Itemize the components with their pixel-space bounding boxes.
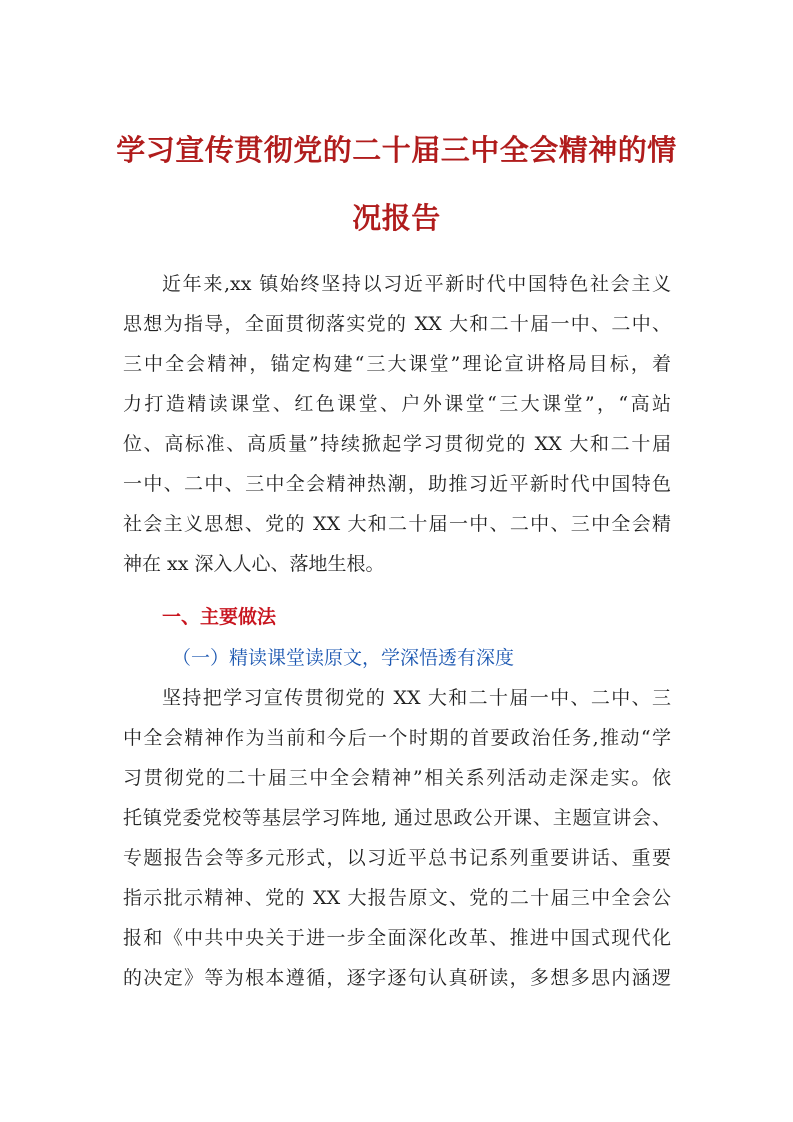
sub1-line-5: 专题报告会等多元形式，以习近平总书记系列重要讲话、重要: [123, 847, 671, 869]
sub1-line-7: 报和《中共中央关于进一步全面深化改革、推进中国式现代化: [123, 927, 671, 949]
intro-line-6: 一中、二中、三中全会精神热潮，助推习近平新时代中国特色: [123, 473, 671, 495]
sub1-line-6: 指示批示精神、党的 XX 大报告原文、党的二十届三中全会公: [123, 887, 671, 909]
document-title: [100, 116, 693, 252]
intro-line-3: 三中全会精神，锚定构建“三大课堂”理论宣讲格局目标，着: [123, 353, 671, 375]
sub1-line-3: 习贯彻党的二十届三中全会精神”相关系列活动走深走实。依: [123, 767, 671, 789]
section-heading-1: 一、主要做法: [162, 606, 277, 628]
intro-line-2: 思想为指导，全面贯彻落实党的 XX 大和二十届一中、二中、: [123, 313, 671, 335]
title-line-2: 况报告: [352, 201, 441, 235]
intro-line-5: 位、高标准、高质量”持续掀起学习贯彻党的 XX 大和二十届: [123, 433, 671, 455]
sub1-line-8: 的决定》等为根本遵循，逐字逐句认真研读，多想多思内涵逻: [123, 967, 671, 989]
intro-line-8: 神在 xx 深入人心、落地生根。: [123, 553, 385, 575]
intro-line-1: 近年来,xx 镇始终坚持以习近平新时代中国特色社会主义: [162, 273, 671, 295]
intro-line-4: 力打造精读课堂、红色课堂、户外课堂“三大课堂”，“高站: [123, 393, 671, 415]
sub1-line-2: 中全会精神作为当前和今后一个时期的首要政治任务,推动“学: [123, 727, 671, 749]
subsection-heading-1: （一）精读课堂读原文，学深悟透有深度: [172, 647, 515, 669]
intro-line-7: 社会主义思想、党的 XX 大和二十届一中、二中、三中全会精: [123, 513, 671, 535]
title-line-1: 学习宣传贯彻党的二十届三中全会精神的情: [116, 133, 677, 167]
sub1-line-1: 坚持把学习宣传贯彻党的 XX 大和二十届一中、二中、三: [162, 687, 671, 709]
sub1-line-4: 托镇党委党校等基层学习阵地, 通过思政公开课、主题宣讲会、: [123, 807, 671, 829]
